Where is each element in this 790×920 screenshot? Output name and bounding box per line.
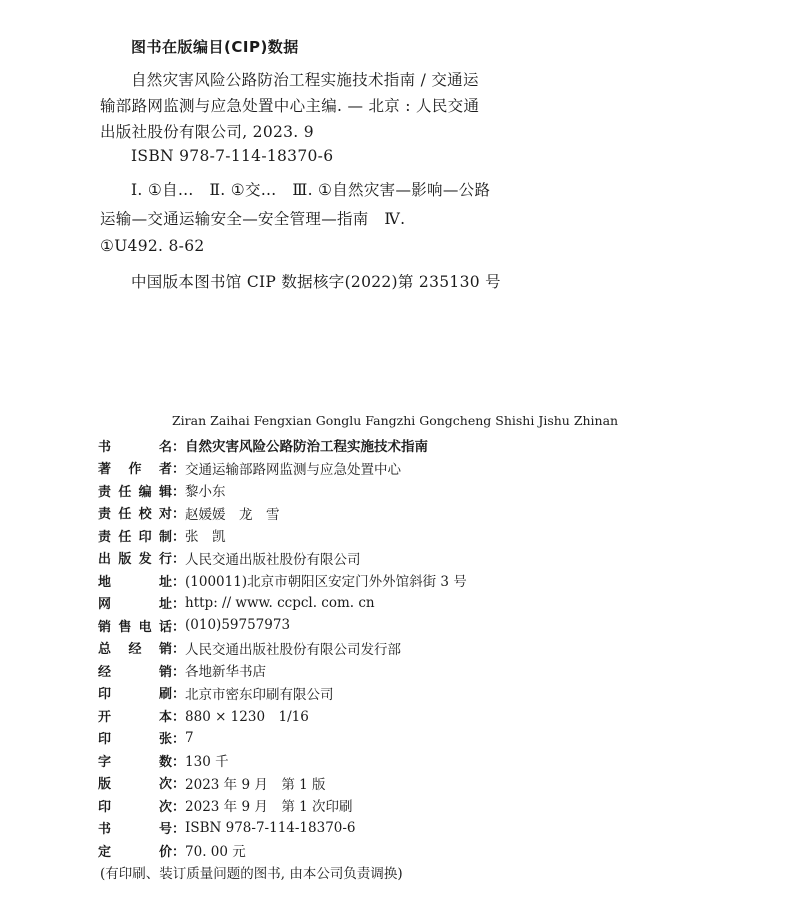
label-char: 印 <box>98 732 112 747</box>
colophon-row-value: 交通运输部路网监测与应急处置中心 <box>185 461 402 478</box>
colophon-row-label <box>98 751 172 770</box>
colophon-row-label <box>98 728 172 747</box>
cip-record-number: 中国版本图书馆 CIP 数据核字(2022)第 235130 号 <box>131 273 501 291</box>
colophon-row-colon: ： <box>172 529 186 545</box>
label-char: 话 <box>158 619 172 635</box>
colophon-row-value: ISBN 978-7-114-18370-6 <box>185 819 356 836</box>
label-char: 任 <box>118 507 132 522</box>
colophon-row-label <box>98 481 172 500</box>
label-char: 次 <box>158 777 172 792</box>
cip-line: 自然灾害风险公路防治工程实施技术指南 / 交通运 <box>131 71 479 89</box>
quality-note: (有印刷、装订质量问题的图书, 由本公司负责调换) <box>100 866 403 882</box>
colophon-row-colon: ： <box>172 732 186 747</box>
cip-isbn: ISBN 978-7-114-18370-6 <box>131 147 334 165</box>
label-char: 出 <box>98 552 112 567</box>
label-char: 任 <box>118 484 132 500</box>
label-char: 网 <box>98 597 112 612</box>
colophon-row-value: 2023 年 9 月 第 1 版 <box>185 776 326 793</box>
label-char: 号 <box>158 822 172 837</box>
label-char: 价 <box>158 844 172 860</box>
label-char: 书 <box>98 822 112 837</box>
colophon-row-value: 130 千 <box>185 754 229 770</box>
label-char: 责 <box>98 484 112 500</box>
colophon-row-value: 2023 年 9 月 第 1 次印刷 <box>185 799 353 815</box>
label-char: 字 <box>98 754 112 770</box>
label-char: 刷 <box>158 687 172 702</box>
colophon-row-colon: ： <box>172 484 186 500</box>
colophon-row-colon: ： <box>172 574 186 590</box>
label-char: 电 <box>138 619 152 635</box>
colophon-row-label <box>98 841 172 860</box>
label-char: 次 <box>158 799 172 815</box>
cip-line: ①U492. 8-62 <box>100 237 205 255</box>
label-char: 著 <box>98 462 112 477</box>
label-char: 责 <box>98 507 112 522</box>
colophon-row-label <box>98 616 172 635</box>
colophon-row <box>98 659 266 681</box>
label-char: 张 <box>158 732 172 747</box>
colophon-row-colon: ： <box>172 439 186 455</box>
cip-line: 输部路网监测与应急处置中心主编. — 北京 : 人民交通 <box>100 97 480 115</box>
colophon-row <box>98 524 226 546</box>
colophon-row-colon: ： <box>172 822 186 837</box>
colophon-row-label <box>98 526 172 545</box>
colophon-row <box>98 434 428 456</box>
label-char: 数 <box>158 754 172 770</box>
colophon-row-colon: ： <box>172 597 186 612</box>
colophon-row-label <box>98 638 172 657</box>
colophon-row <box>98 637 401 659</box>
colophon-row-label <box>98 458 172 477</box>
colophon-row-value: 黎小东 <box>185 484 226 500</box>
colophon-row <box>98 794 353 816</box>
label-char: 责 <box>98 529 112 545</box>
label-char: 书 <box>98 439 112 455</box>
colophon-row <box>98 457 401 479</box>
label-char: 销 <box>158 642 172 657</box>
colophon-row-colon: ： <box>172 552 186 567</box>
colophon-row-value: (010)59757973 <box>185 617 291 633</box>
colophon-row-colon: ： <box>172 709 186 725</box>
colophon-row <box>98 547 361 569</box>
colophon-row-label <box>98 661 172 680</box>
label-char: 版 <box>118 552 132 567</box>
colophon-row <box>98 727 194 749</box>
colophon-row-value: 70. 00 元 <box>185 844 246 860</box>
colophon-row-colon: ： <box>172 642 186 657</box>
label-char: 作 <box>128 462 142 477</box>
colophon-row-colon: ： <box>172 687 186 702</box>
colophon-row-value: 7 <box>185 729 194 746</box>
label-char: 址 <box>158 574 172 590</box>
colophon-row-label <box>98 593 172 612</box>
label-char: 地 <box>98 574 112 590</box>
label-char: 经 <box>98 664 112 680</box>
colophon-row-label <box>98 818 172 837</box>
colophon-row-colon: ： <box>172 799 186 815</box>
label-char: 者 <box>158 462 172 477</box>
label-char: 印 <box>98 799 112 815</box>
colophon-row-value: 自然灾害风险公路防治工程实施技术指南 <box>185 439 429 455</box>
book-pinyin-title: Ziran Zaihai Fengxian Gonglu Fangzhi Gongcheng Shishi Jishu Zhinan <box>172 413 619 428</box>
colophon-row <box>98 502 280 524</box>
colophon-row-label <box>98 571 172 590</box>
label-char: 编 <box>138 484 152 500</box>
colophon-row-colon: ： <box>172 777 186 792</box>
colophon-row-label <box>98 503 172 522</box>
label-char: 销 <box>98 619 112 635</box>
colophon-row-colon: ： <box>172 507 186 522</box>
label-char: 定 <box>98 844 112 860</box>
label-char: 行 <box>158 552 172 567</box>
label-char: 辑 <box>158 484 172 500</box>
colophon-row-value: 人民交通出版社股份有限公司 <box>185 551 361 568</box>
label-char: 任 <box>118 529 132 545</box>
colophon-row-colon: ： <box>172 619 186 635</box>
label-char: 售 <box>118 619 132 635</box>
label-char: 本 <box>158 709 172 725</box>
label-char: 址 <box>158 597 172 612</box>
colophon-row <box>98 817 356 839</box>
colophon-row <box>98 614 290 636</box>
label-char: 总 <box>98 642 112 657</box>
label-char: 销 <box>158 664 172 680</box>
colophon-row-value: http: // www. ccpcl. com. cn <box>185 594 375 611</box>
label-char: 对 <box>158 507 172 522</box>
colophon-row <box>98 704 309 726</box>
colophon-row-value: 人民交通出版社股份有限公司发行部 <box>185 641 402 658</box>
cip-line: 运输—交通运输安全—安全管理—指南 Ⅳ. <box>100 210 406 228</box>
label-char: 印 <box>138 529 152 545</box>
colophon-row-label <box>98 436 172 455</box>
cip-title: 图书在版编目(CIP)数据 <box>131 38 299 56</box>
label-char: 发 <box>138 552 152 567</box>
colophon-row-label <box>98 796 172 815</box>
label-char: 名 <box>158 439 172 455</box>
colophon-row-value: 880 × 1230 1/16 <box>185 709 309 725</box>
colophon-row <box>98 569 467 591</box>
colophon-row-value: (100011)北京市朝阳区安定门外外馆斜街 3 号 <box>185 574 467 590</box>
colophon-row-label <box>98 706 172 725</box>
colophon-row <box>98 479 226 501</box>
colophon-row-value: 各地新华书店 <box>185 664 267 680</box>
colophon-row-colon: ： <box>172 664 186 680</box>
colophon-row-value: 赵媛媛 龙 雪 <box>185 506 280 523</box>
colophon-row-value: 张 凯 <box>185 529 226 545</box>
colophon-row-value: 北京市密东印刷有限公司 <box>185 686 334 703</box>
label-char: 制 <box>158 529 172 545</box>
colophon-row-label <box>98 773 172 792</box>
colophon-row-colon: ： <box>172 844 186 860</box>
colophon-row <box>98 749 229 771</box>
label-char: 开 <box>98 709 112 725</box>
label-char: 版 <box>98 777 112 792</box>
label-char: 印 <box>98 687 112 702</box>
colophon-row <box>98 682 334 704</box>
colophon-row-label <box>98 683 172 702</box>
colophon-row-colon: ： <box>172 754 186 770</box>
colophon-row <box>98 772 326 794</box>
cip-line: 出版社股份有限公司, 2023. 9 <box>100 123 314 141</box>
colophon-row <box>98 592 375 614</box>
label-char: 经 <box>128 642 142 657</box>
colophon-row <box>98 839 246 861</box>
colophon-row-label <box>98 548 172 567</box>
label-char: 校 <box>138 507 152 522</box>
cip-line: Ⅰ. ①自… Ⅱ. ①交… Ⅲ. ①自然灾害—影响—公路 <box>131 181 491 199</box>
colophon-row-colon: ： <box>172 462 186 477</box>
